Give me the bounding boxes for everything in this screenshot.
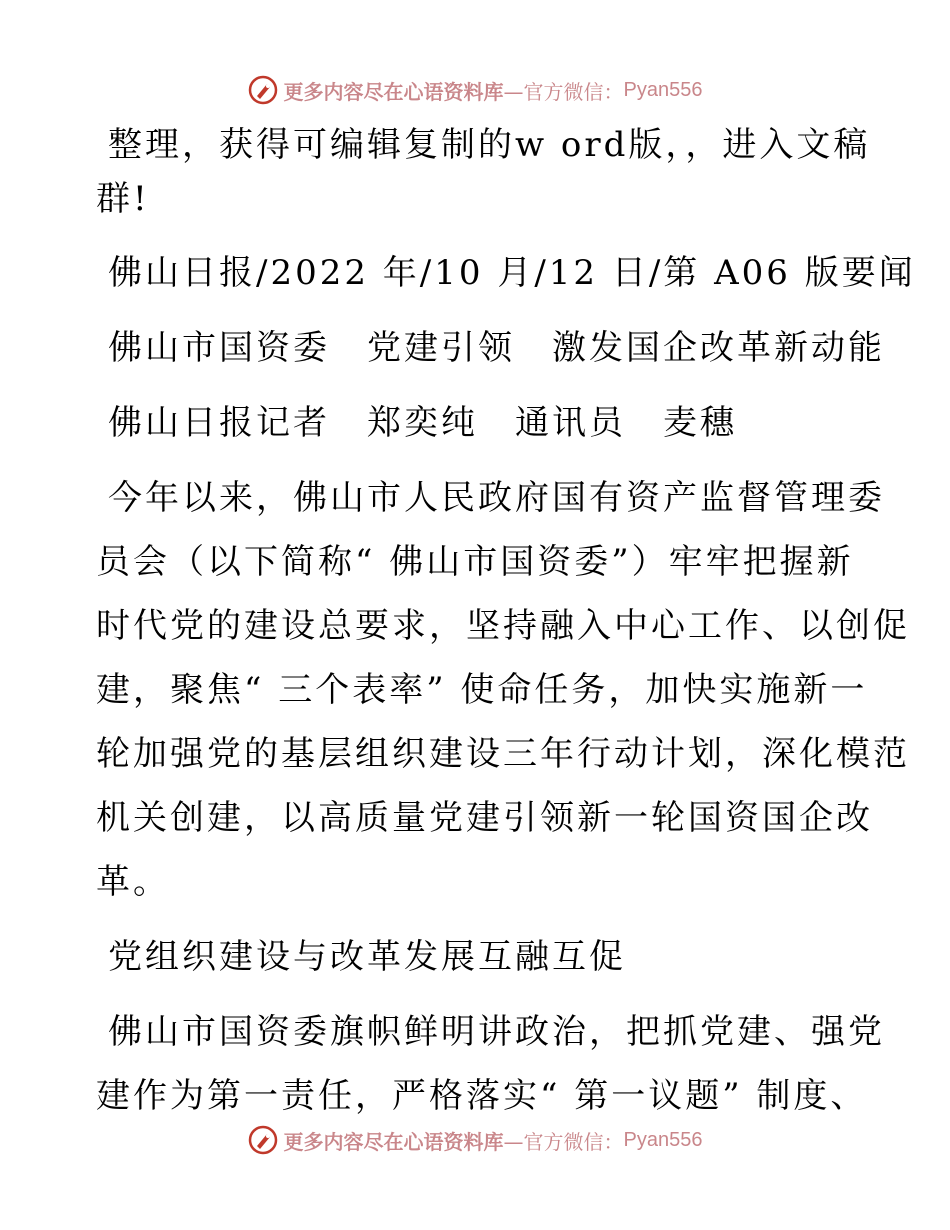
document-body [96,118,916,1123]
section-subheading: 党组织建设与改革发展互融互促 [108,937,626,977]
paragraph-line: 革。 [96,862,170,902]
byline: 佛山日报记者 郑奕纯 通讯员 麦穗 [108,403,737,443]
intro-line: 整理，获得可编辑复制的w ord版，，进入文稿 [108,125,871,165]
source-line: 佛山日报/2022 年/10 月/12 日/第 A06 版要闻 [108,253,916,293]
paragraph-line: 员会（以下简称“ 佛山市国资委”）牢牢把握新 [96,542,854,582]
pen-nib-logo-icon [248,75,278,105]
paragraph-line: 今年以来，佛山市人民政府国有资产监督管理委 [108,478,885,518]
watermark-separator: —官方微信： [503,1129,624,1154]
paragraph-line: 建作为第一责任，严格落实“ 第一议题” 制度、 [96,1076,868,1116]
watermark-text: 更多内容尽在心语资料库 [283,1129,504,1154]
headline: 佛山市国资委 党建引领 激发国企改革新动能 [108,328,885,368]
watermark-wechat-id: Pyan556 [623,1128,703,1151]
watermark-wechat-id: Pyan556 [623,78,703,101]
paragraph-line: 时代党的建设总要求，坚持融入中心工作、以创促 [96,606,910,646]
watermark-separator: —官方微信： [503,79,624,104]
watermark-text: 更多内容尽在心语资料库 [283,79,504,104]
paragraph-line: 机关创建，以高质量党建引领新一轮国资国企改 [96,798,873,838]
paragraph-line: 建，聚焦“ 三个表率” 使命任务，加快实施新一 [96,670,868,710]
watermark-footer [0,1120,950,1160]
watermark-header [0,70,950,110]
intro-line: 群! [96,179,150,219]
paragraph-line: 轮加强党的基层组织建设三年行动计划，深化模范 [96,734,910,774]
pen-nib-logo-icon [248,1125,278,1155]
paragraph-line: 佛山市国资委旗帜鲜明讲政治，把抓党建、强党 [108,1012,885,1052]
